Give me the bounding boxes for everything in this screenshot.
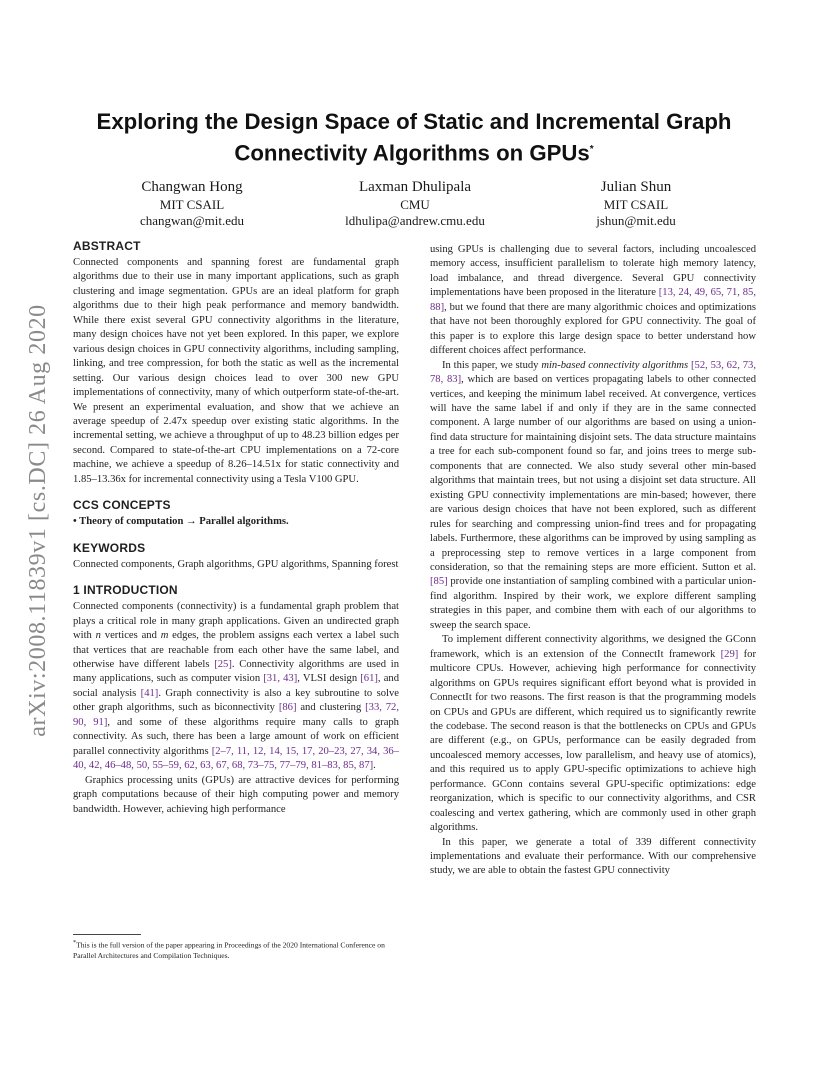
citation-link[interactable]: [61]	[360, 673, 378, 685]
citation-link[interactable]: [13, 24, 49, 65, 71, 85, 88]	[430, 287, 756, 313]
author-email: changwan@mit.edu	[139, 212, 245, 228]
ccs-heading: CCS CONCEPTS	[73, 498, 171, 513]
paper-title-text: Exploring the Design Space of Static and Incremental Graph Connectivity Algorithms on GPUs	[96, 109, 732, 166]
author-block-1	[72, 178, 312, 228]
right-column	[430, 243, 756, 879]
keywords-heading: KEYWORDS	[73, 540, 146, 555]
title-footnote-mark: *	[589, 144, 594, 155]
author-email: jshun@mit.edu	[596, 212, 676, 228]
citation-link[interactable]: [31, 43]	[263, 673, 298, 685]
keywords-text: Connected components, Graph algorithms, GPU algorithms, Spanning forest	[73, 558, 399, 570]
citation-link[interactable]: [33, 72, 90, 91]	[73, 702, 399, 728]
citation-link[interactable]: [29]	[720, 648, 739, 660]
author-name: Laxman Dhulipala	[358, 179, 472, 195]
citation-link[interactable]: [85]	[430, 576, 448, 588]
author-block-3	[516, 178, 756, 228]
right-paragraph-3: To implement different connectivity algorithms, we designed the GConn framework, which is an extension of the ConnectIt framework [29] for multicore CPUs. However, achieving high performance for connectivity algorithms on GPUs requires significant effort beyond what is provided in ConnectIt for two reasons. The first reason is that the programming models on CPUs and GPUs are different, which required us to significantly rewrite the codebase. The second reason is that the bottlenecks on CPUs and GPUs are different (e.g., on GPUs, performance can be easily degraded from uncoalesced memory accesses, low parallelism, and heavy use of atomics), and this required us to apply GPU-specific optimizations to achieve high performance. GConn contains several GPU-specific optimizations: edge reorganization, which is specific to our connectivity algorithms, and CSR coalescing and vertex gathering, which are commonly used in other graph algorithms.	[430, 634, 756, 834]
abstract-text: Connected components and spanning forest are fundamental graph algorithms due to their use in many important applications, such as graph clustering and image segmentation. GPUs are an ideal platform for graph algorithms due to their high peak performance and memory bandwidth. While there exist several GPU connectivity algorithms in the literature, many design choices have not yet been explored. In this paper, we explore various design choices in GPU connectivity algorithms, including sampling, linking, and tree compression, for both the static as well as the incremental setting. Our various design choices lead to over 300 new GPU implementations of connectivity, many of which outperform state-of-the-art. We present an experimental evaluation, and show that we achieve an average speedup of 2.47x speedup over existing static algorithms. In the incremental setting, we achieve a throughput of up to 48.23 billion edges per second. Compared to state-of-the-art CPU implementations on a 72-core machine, we achieve a speedup of 8.26–14.51x for static connectivity and 1.85–13.36x for incremental connectivity using a Tesla V100 GPU.	[73, 257, 399, 485]
author-affiliation: MIT CSAIL	[159, 197, 225, 212]
citation-link[interactable]: [86]	[278, 702, 297, 714]
arxiv-identifier-text: arXiv:2008.11839v1 [cs.DC] 26 Aug 2020	[24, 303, 51, 737]
introduction-heading: 1 INTRODUCTION	[73, 583, 178, 598]
footnote-mark: *	[73, 939, 77, 946]
footnote	[73, 938, 403, 961]
abstract-heading: ABSTRACT	[73, 239, 141, 253]
citation-link[interactable]: [2–7, 11, 12, 14, 15, 17, 20–23, 27, 34, 36–40, 42, 46–48, 50, 55–59, 62, 63, 67, 68, 73–75, 77–79, 81–83, 85, 87]	[73, 745, 399, 772]
author-affiliation: MIT CSAIL	[603, 197, 669, 212]
arxiv-identifier	[22, 280, 54, 760]
footnote-rule	[73, 934, 141, 935]
author-email: ldhulipa@andrew.cmu.edu	[345, 212, 485, 228]
citation-link[interactable]: [41]	[140, 687, 159, 699]
ccs-text: • Theory of computation → Parallel algorithms.	[73, 516, 289, 528]
right-paragraph-2: In this paper, we study min-based connectivity algorithms [52, 53, 62, 73, 78, 83], which are based on vertices propagating labels to other connected vertices, and keeping the minimum label received. At convergence, vertices will have the same label if and only if they are in the same connected component. A large number of our algorithms are based on using a union-find data structure for maintaining disjoint sets. The data structure maintains a tree for each sub-component found so far, and joins trees to merge sub-components that are connected. We also study several other min-based algorithms that maintain trees, but not using a disjoint set data structure. All existing GPU connectivity implementations are min-based; however, there are various design choices that have not been explored, such as different rules for searching and compressing union-find trees and for propagating labels. Furthermore, these algorithms can be improved by using sampling as a preprocessing step to remove vertices in a large component from consideration, so that the remaining steps are more efficient. Sutton et al. [85] provide one instantiation of sampling combined with a particular union-find algorithm. Inspired by their work, we explore different sampling strategies in this paper, and combine them with each of our algorithms to sweep the search space.	[430, 359, 756, 631]
intro-paragraph-1: Connected components (connectivity) is a fundamental graph problem that plays a critical role in many graph applications. Given an undirected graph with n vertices and m edges, the problem assigns each vertex a label such that vertices that are reachable from each other have the same label, and otherwise have different labels [25]. Connectivity algorithms are used in many applications, such as computer vision [31, 43], VLSI design [61], and social analysis [41]. Graph connectivity is also a key subroutine to solve other graph algorithms, such as biconnectivity [86] and clustering [33, 72, 90, 91], and some of these algorithms require many calls to graph connectivity. As such, there has been a large amount of work on efficient parallel connectivity algorithms [2–7, 11, 12, 14, 15, 17, 20–23, 27, 34, 36–40, 42, 46–48, 50, 55–59, 62, 63, 67, 68, 73–75, 77–79, 81–83, 85, 87].	[73, 601, 399, 772]
citation-link[interactable]: [25]	[214, 658, 232, 670]
left-column	[73, 238, 399, 817]
right-paragraph-4: In this paper, we generate a total of 339 different connectivity implementations and evaluate their performance. With our comprehensive study, we are able to obtain the fastest GPU connectivity	[430, 836, 756, 877]
author-affiliation: CMU	[400, 197, 430, 212]
author-block-2	[295, 178, 535, 228]
author-name: Changwan Hong	[141, 179, 243, 195]
right-paragraph-1: using GPUs is challenging due to several factors, including uncoalesced memory access, insufficient parallelism to tolerate high memory latency, load imbalance, and thread divergence. Several GPU connectivity implementations have been proposed in the literature [13, 24, 49, 65, 71, 85, 88], but we found that there are many algorithmic choices and optimizations that have not been thoroughly explored for GPU connectivity. The goal of this paper is to explore this large design space to better understand how different choices affect performance.	[430, 244, 756, 357]
citation-link[interactable]: [52, 53, 62, 73, 78, 83]	[430, 359, 756, 386]
author-name: Julian Shun	[600, 179, 672, 195]
footnote-text: This is the full version of the paper appearing in Proceedings of the 2020 International Conference on Parallel Architectures and Compilation Techniques.	[73, 940, 385, 960]
paper-title	[60, 108, 768, 167]
intro-paragraph-2: Graphics processing units (GPUs) are attractive devices for performing graph computations because of their high computing power and memory bandwidth. However, achieving high performance	[73, 774, 399, 815]
